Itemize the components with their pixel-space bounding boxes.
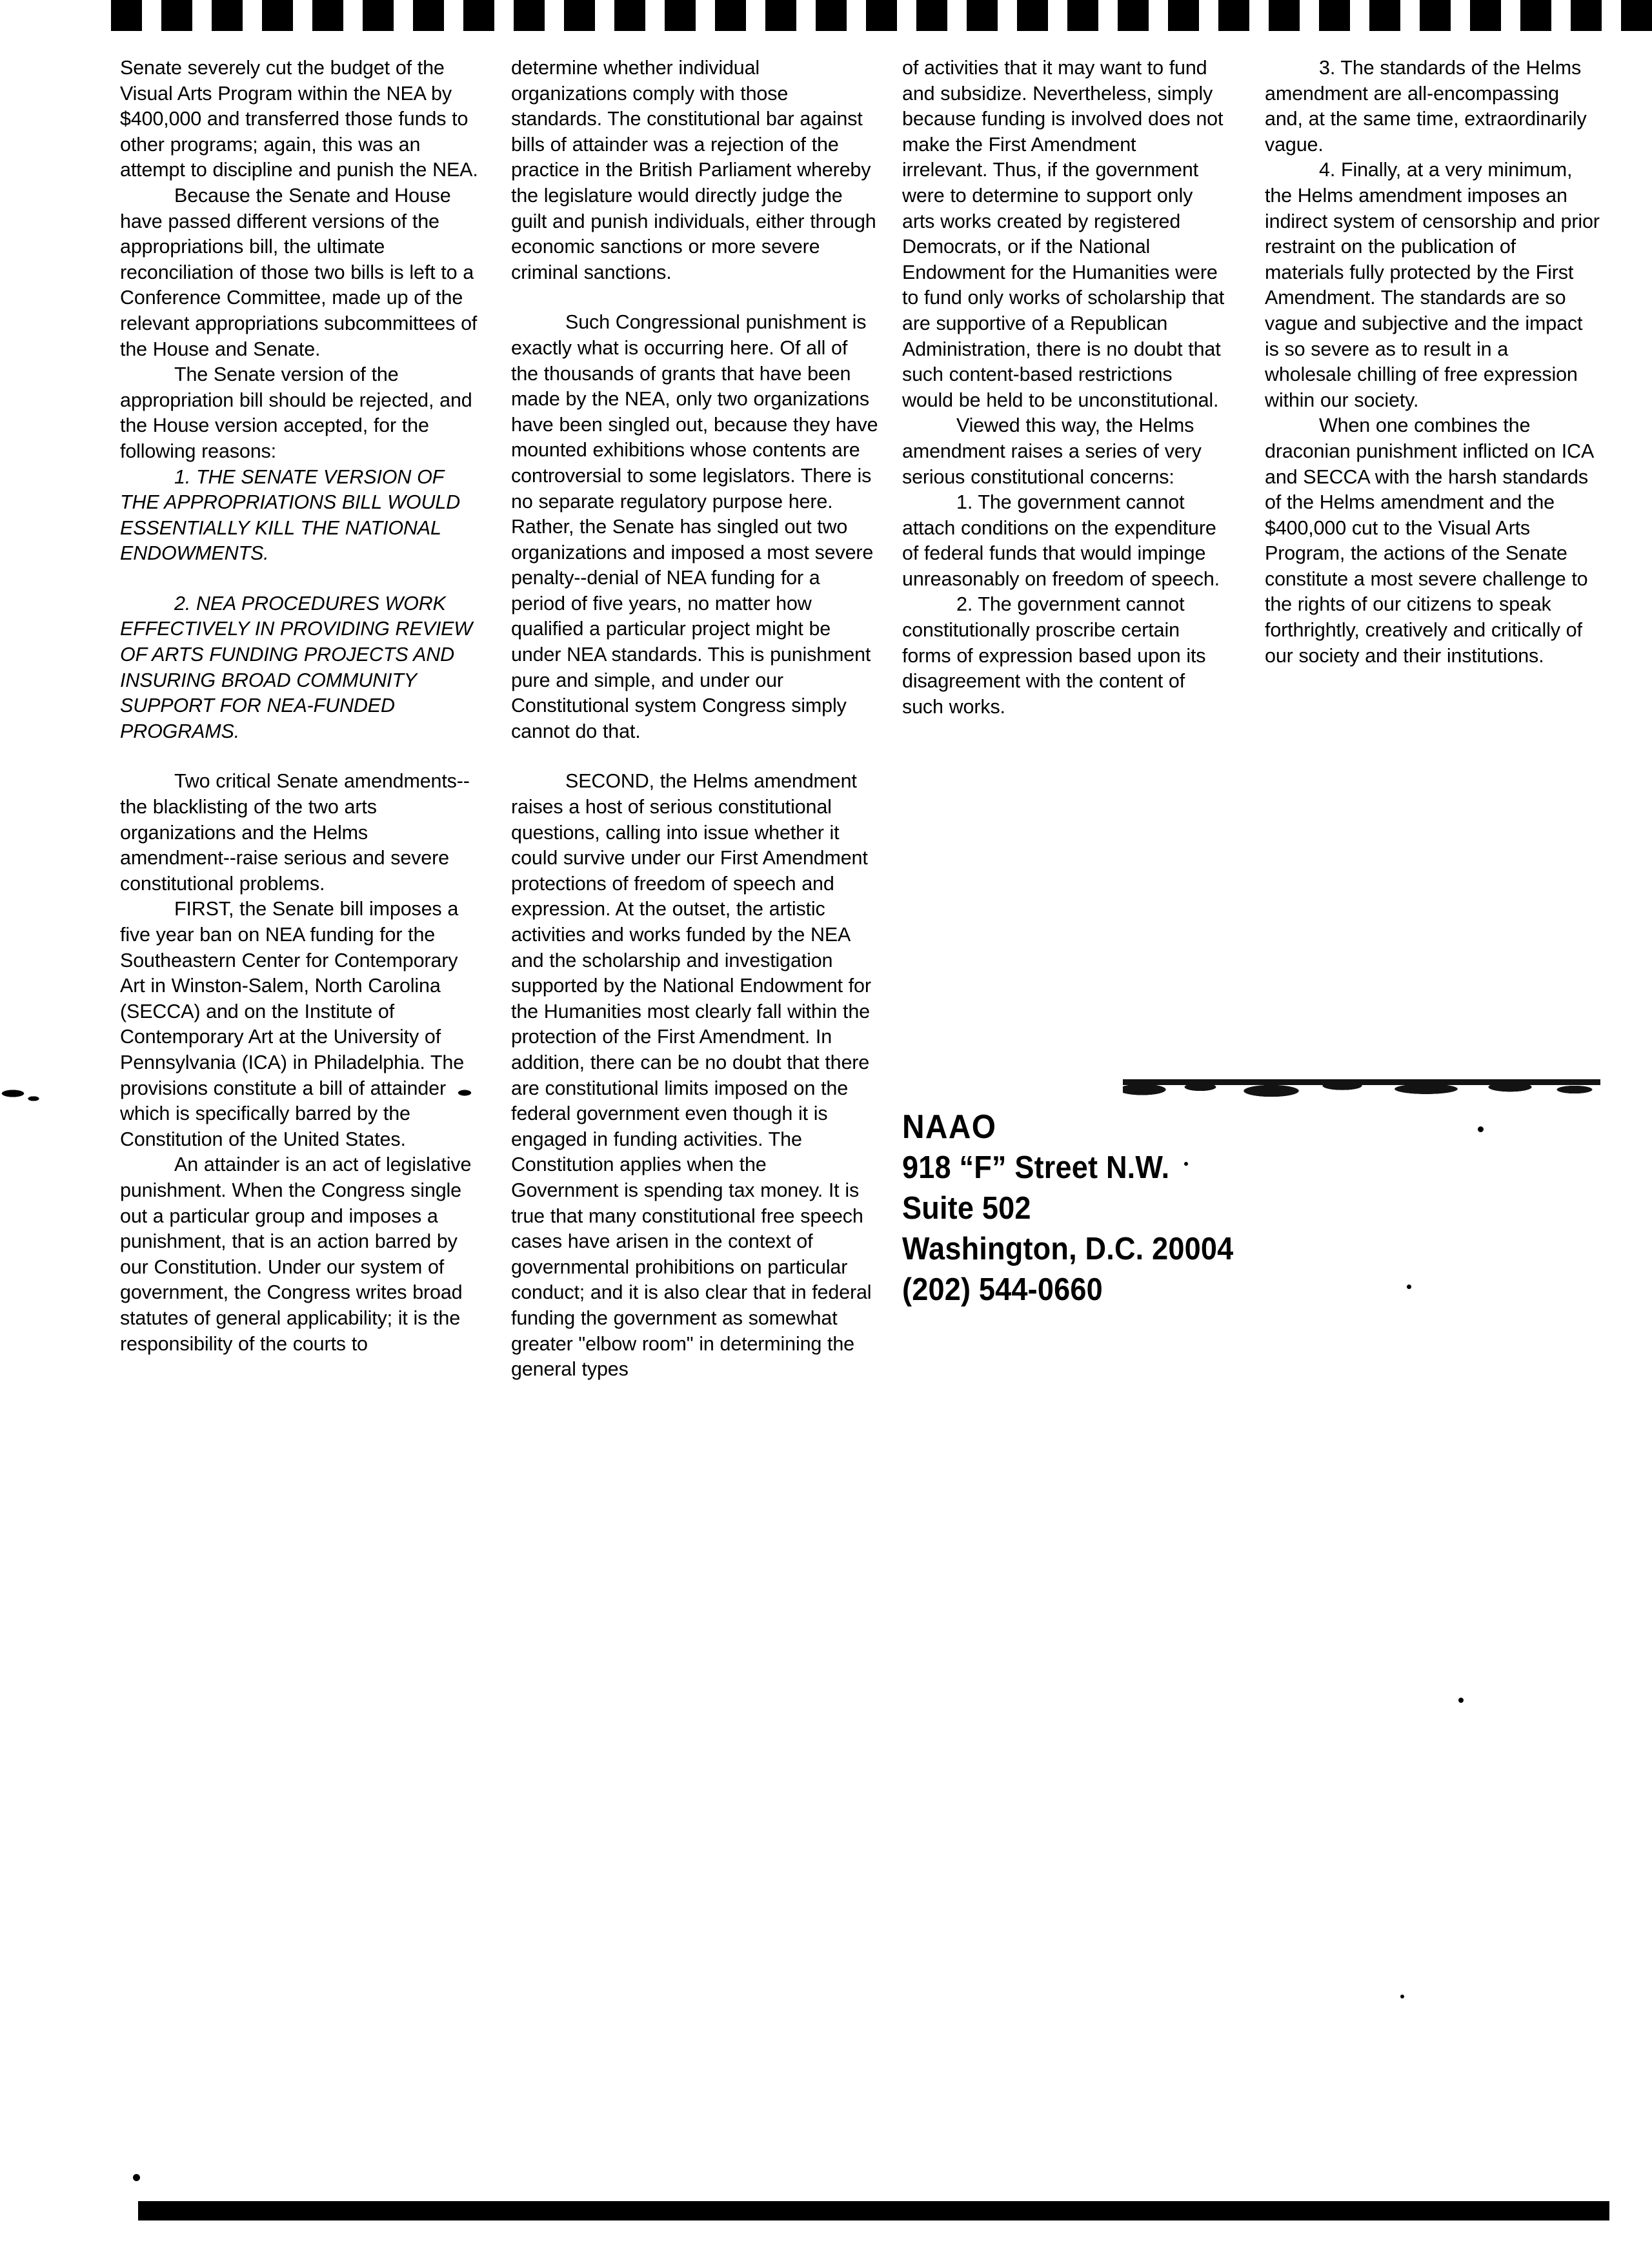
sprocket-hole <box>1269 0 1300 31</box>
sprocket-hole <box>715 0 746 31</box>
sprocket-hole <box>161 0 192 31</box>
scan-smudge-artifact <box>1123 1079 1600 1101</box>
sprocket-hole <box>1621 0 1652 31</box>
sprocket-hole <box>363 0 394 31</box>
sprocket-hole <box>514 0 545 31</box>
paragraph: 1. The government cannot attach conditions on the expenditure of federal funds that would impinge unreasonably on freedom of speech. <box>902 491 1220 590</box>
sprocket-hole <box>916 0 947 31</box>
paragraph: of activities that it may want to fund and subsidize. Nevertheless, simply because funding is involved does not make the First Amendment irrelevant. Thus, if the government were to determine to support only arts works created by registered Democrats, or if the National Endowment for the Humanities were to fund only works of scholarship that are supportive of a Republican Administration, there is no doubt that such content-based restrictions would be held to be unconstitutional. <box>902 57 1225 411</box>
sprocket-hole <box>1571 0 1602 31</box>
sprocket-hole <box>614 0 645 31</box>
naao-street: 918 “F” Street N.W. <box>902 1150 1170 1185</box>
bottom-speck <box>133 2174 140 2181</box>
scan-smudge-left-artifact <box>0 1084 45 1110</box>
naao-organization-name: NAAO <box>902 1108 997 1146</box>
sprocket-hole <box>413 0 444 31</box>
sprocket-hole <box>312 0 343 31</box>
sprocket-hole <box>1420 0 1451 31</box>
paragraph: 2. NEA PROCEDURES WORK EFFECTIVELY IN PROVIDING REVIEW OF ARTS FUNDING PROJECTS AND INSURING BROAD COMMUNITY SUPPORT FOR NEA-FUNDED PROGRAMS. <box>120 592 472 742</box>
sprocket-hole <box>765 0 796 31</box>
column-2 <box>511 56 879 1383</box>
scan-speck <box>1458 1698 1464 1703</box>
paragraph: determine whether individual organizations comply with those standards. The constitutional bar against bills of attainder was a rejection of the practice in the British Parliament whereby the legislature would directly judge the guilt and punish individuals, either through economic sanctions or more severe criminal sanctions. <box>511 57 876 283</box>
naao-address-block <box>902 1107 1483 1310</box>
paragraph: Because the Senate and House have passed different versions of the appropriations bill, the ultimate reconciliation of those two bills is left to a Conference Committee, made up of the relevant appropriations subcommittees of the House and Senate. <box>120 184 478 360</box>
sprocket-hole <box>1017 0 1048 31</box>
sprocket-hole <box>564 0 595 31</box>
naao-suite: Suite 502 <box>902 1191 1031 1226</box>
sprocket-hole <box>1319 0 1350 31</box>
sprocket-hole <box>1168 0 1199 31</box>
perforation-bar <box>0 0 1652 49</box>
paragraph: SECOND, the Helms amendment raises a host of serious constitutional questions, calling into issue whether it could survive under our First Amendment protections of freedom of speech and expression. At the outset, the artistic activities and works funded by the NEA and the scholarship and investigation supported by the National Endowment for the Humanities most clearly fall within the protection of the First Amendment. In addition, there can be no doubt that there are constitutional limits imposed on the federal government even though it is engaged in funding activities. The Constitution applies when the Government is spending tax money. It is true that many constitutional free speech cases have arisen in the context of governmental prohibitions on particular conduct; and it is also clear that in federal funding the government as somewhat greater "elbow room" in determining the general types <box>511 770 872 1381</box>
sprocket-hole <box>1470 0 1501 31</box>
sprocket-hole <box>866 0 897 31</box>
column-1 <box>120 56 478 1357</box>
naao-city-state-zip: Washington, D.C. 20004 <box>902 1232 1234 1266</box>
paragraph: Viewed this way, the Helms amendment raises a series of very serious constitutional concerns: <box>902 414 1202 488</box>
paragraph: Two critical Senate amendments--the blacklisting of the two arts organizations and the Helms amendment--raise serious and severe constitutional problems. <box>120 770 470 895</box>
scan-speck <box>1400 1995 1404 1998</box>
sprocket-hole <box>111 0 142 31</box>
paragraph: 2. The government cannot constitutionally proscribe certain forms of expression based upon its disagreement with the content of such works. <box>902 593 1206 718</box>
sprocket-hole <box>1118 0 1149 31</box>
scan-speck-artifact <box>452 1086 480 1100</box>
sprocket-hole <box>1067 0 1098 31</box>
paragraph: 3. The standards of the Helms amendment are all-encompassing and, at the same time, extraordinarily vague. <box>1265 57 1587 156</box>
sprocket-hole <box>463 0 494 31</box>
sprocket-hole <box>1218 0 1249 31</box>
sprocket-hole <box>816 0 847 31</box>
bottom-rule <box>138 2201 1609 2220</box>
paragraph: FIRST, the Senate bill imposes a five year ban on NEA funding for the Southeastern Center for Contemporary Art in Winston-Salem, North Carolina (SECCA) and on the Institute of Contemporary Art at the University of Pennsylvania (ICA) in Philadelphia. The provisions constitute a bill of attainder which is specifically barred by the Constitution of the United States. <box>120 898 465 1150</box>
paragraph: Senate severely cut the budget of the Visual Arts Program within the NEA by $400,000 and transferred those funds to other programs; again, this was an attempt to discipline and punish the NEA. <box>120 57 478 181</box>
column-3 <box>902 56 1225 720</box>
paragraph: 4. Finally, at a very minimum, the Helms amendment imposes an indirect system of censorship and prior restraint on the publication of materials fully protected by the First Amendment. The standards are so vague and subjective and the impact is so severe as to result in a wholesale chilling of free expression within our society. <box>1265 159 1600 411</box>
naao-phone: (202) 544-0660 <box>902 1272 1103 1307</box>
sprocket-hole <box>1369 0 1400 31</box>
paragraph: The Senate version of the appropriation bill should be rejected, and the House version accepted, for the following reasons: <box>120 363 472 462</box>
sprocket-hole <box>665 0 696 31</box>
sprocket-hole <box>1520 0 1551 31</box>
paragraph: 1. THE SENATE VERSION OF THE APPROPRIATIONS BILL WOULD ESSENTIALLY KILL THE NATIONAL ENDOWMENTS. <box>120 465 461 565</box>
paragraph: An attainder is an act of legislative punishment. When the Congress single out a particular group and imposes a punishment, that is an action barred by our Constitution. Under our system of government, the Congress writes broad statutes of general applicability; it is the responsibility of the courts to <box>120 1153 472 1355</box>
sprocket-hole <box>967 0 998 31</box>
paragraph: When one combines the draconian punishment inflicted on ICA and SECCA with the harsh standards of the Helms amendment and the $400,000 cut to the Visual Arts Program, the actions of the Senate constitute a most severe challenge to the rights of our citizens to speak forthrightly, creatively and critically of our society and their institutions. <box>1265 414 1593 667</box>
sprocket-hole <box>212 0 243 31</box>
paragraph: Such Congressional punishment is exactly what is occurring here. Of all of the thousands of grants that have been made by the NEA, only two organizations have been singled out, because they have mounted exhibitions whose contents are controversial to some legislators. There is no separate regulatory purpose here. Rather, the Senate has singled out two organizations and imposed a most severe penalty--denial of NEA funding for a period of five years, no matter how qualified a particular project might be under NEA standards. This is punishment pure and simple, and under our Constitutional system Congress simply cannot do that. <box>511 311 878 742</box>
column-4 <box>1265 56 1600 669</box>
sprocket-hole <box>262 0 293 31</box>
